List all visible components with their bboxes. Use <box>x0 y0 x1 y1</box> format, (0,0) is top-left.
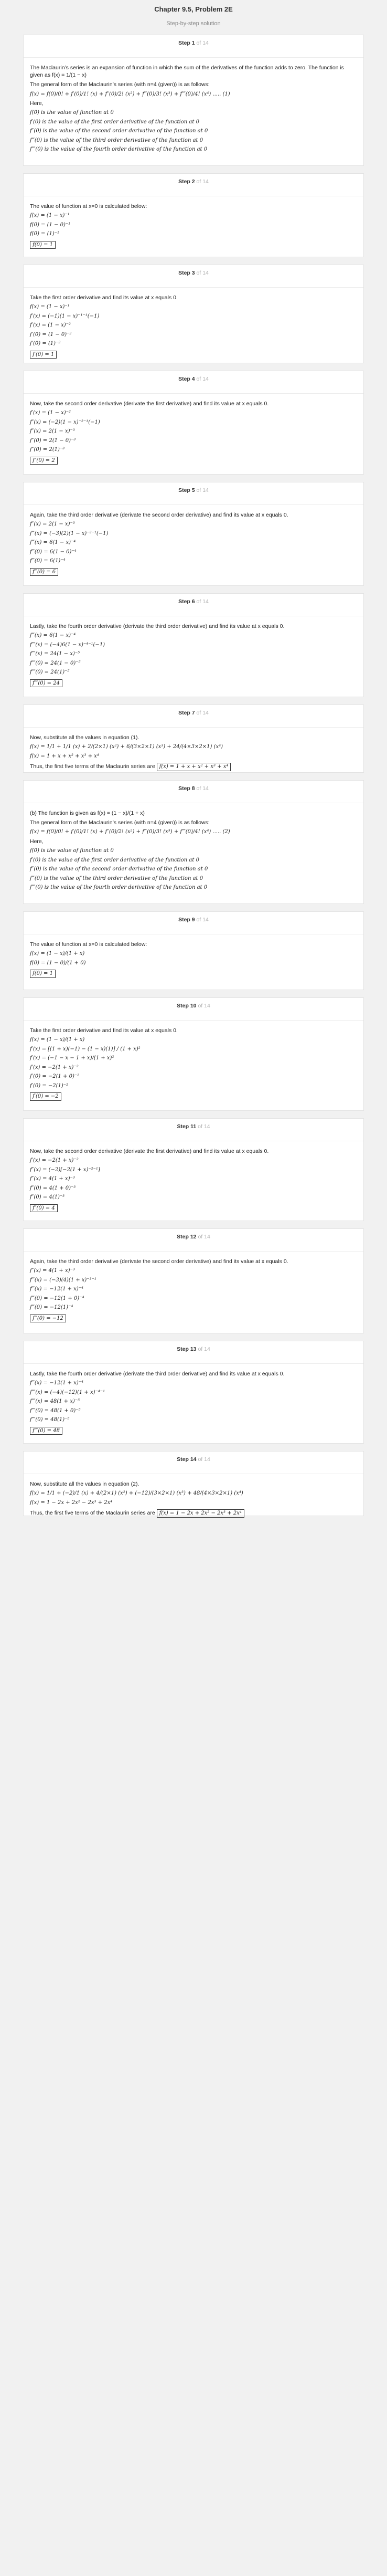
math-line: f′(0) = (1 − 0)⁻² <box>30 331 72 338</box>
page-header <box>23 0 364 35</box>
math-line: f‴(x) = 6(1 − x)⁻⁴ <box>30 540 76 546</box>
result-line <box>30 1313 357 1323</box>
step-count: of 14 <box>195 270 209 276</box>
boxed-series: f(x) = 1 − 2x + 2x² − 2x³ + 2x⁴ <box>157 1509 244 1518</box>
math-line: f‴(x) = −12(1 + x)⁻⁴ <box>30 1380 84 1386</box>
boxed-result: f‴(0) = 6 <box>30 568 58 576</box>
conclusion-text: Thus, the first five terms of the Maclaurin series are <box>30 763 157 770</box>
math-line: f′(0) is the value of the first order derivative of the function at 0 <box>30 119 199 125</box>
step-count: of 14 <box>196 1346 210 1352</box>
result-line <box>30 350 357 359</box>
result-line <box>30 567 357 576</box>
step-text: The general form of the Maclaurin’s series (with n=4 (given)) is as follows: <box>30 81 210 88</box>
step-label: Step 7 <box>178 710 195 716</box>
step-text: Here, <box>30 838 44 845</box>
step-heading <box>24 375 363 394</box>
step-count: of 14 <box>195 598 209 605</box>
math-line: f‴(0) = 6(1)⁻⁴ <box>30 558 66 564</box>
result-line <box>30 1426 357 1435</box>
step-text: Lastly, take the fourth order derivative (derivate the third order derivative) and find its value at x equals 0. <box>30 623 285 629</box>
math-line: f″(x) = 4(1 + x)⁻³ <box>30 1268 75 1274</box>
math-line: f(0) is the value of function at 0 <box>30 848 114 854</box>
math-line: f‴(x) = (−3)(4)(1 + x)⁻³⁻¹ <box>30 1277 96 1283</box>
math-line: f⁗(x) = 24(1 − x)⁻⁵ <box>30 651 80 657</box>
math-line: f‴(0) is the value of the third order derivative of the function at 0 <box>30 137 203 143</box>
math-line: f″(0) is the value of the second order derivative of the function at 0 <box>30 128 208 134</box>
boxed-result: f⁗(0) = 24 <box>30 679 62 688</box>
result-line <box>30 678 357 688</box>
math-line: f(x) = (1 − x)/(1 + x) <box>30 1037 85 1043</box>
math-line: f⁗(0) is the value of the fourth order derivative of the function at 0 <box>30 885 208 891</box>
boxed-result: f‴(0) = −12 <box>30 1315 66 1323</box>
step-heading <box>24 598 363 616</box>
step-text: The value of function at x=0 is calculated below: <box>30 203 147 209</box>
math-line: f⁗(x) = (−4)6(1 − x)⁻⁴⁻¹(−1) <box>30 642 105 648</box>
math-line: f″(0) = 2(1 − 0)⁻³ <box>30 437 76 444</box>
math-line: f′(x) = −2(1 + x)⁻² <box>30 1064 79 1070</box>
step-card <box>23 911 364 990</box>
math-line: f(x) = f(0)/0! + f′(0)/1! (x) + f″(0)/2! (x²) + f‴(0)/3! (x³) + f⁗(0)/4! (x⁴) ..... (2) <box>30 829 230 835</box>
step-heading <box>24 269 363 288</box>
step-count: of 14 <box>195 785 209 792</box>
step-label: Step 11 <box>177 1123 197 1130</box>
math-line: f⁗(x) = 48(1 + x)⁻⁵ <box>30 1399 80 1405</box>
step-heading <box>24 1002 363 1021</box>
step-label: Step 12 <box>177 1234 197 1240</box>
math-line: f(x) = (1 − x)/(1 + x) <box>30 951 85 957</box>
math-line: f⁗(0) = 24(1 − 0)⁻⁵ <box>30 660 81 666</box>
step-heading <box>24 1345 363 1364</box>
step-text: Now, take the second order derivative (derivate the first derivative) and find its value at x equals 0. <box>30 1148 269 1154</box>
math-line: f″(x) = 2(1 − x)⁻³ <box>30 521 75 528</box>
step-card <box>23 173 364 257</box>
conclusion-text: Thus, the first five terms of the Maclaurin series are <box>30 1510 157 1517</box>
math-line: f(x) = 1/1 + 1/1 (x) + 2/(2×1) (x²) + 6/(3×2×1) (x³) + 24/(4×3×2×1) (x⁴) <box>30 744 223 750</box>
math-line: f″(x) = 4(1 + x)⁻³ <box>30 1176 75 1182</box>
math-line: f′(x) = −2(1 + x)⁻² <box>30 1158 79 1164</box>
step-heading <box>24 916 363 934</box>
math-line: f(x) = f(0)/0! + f′(0)/1! (x) + f″(0)/2! (x²) + f‴(0)/3! (x³) + f⁗(0)/4! (x⁴) ..... (1) <box>30 91 230 97</box>
step-heading <box>24 785 363 803</box>
step-card <box>23 482 364 586</box>
step-card <box>23 371 364 475</box>
boxed-series: f(x) = 1 + x + x² + x³ + x⁴ <box>157 763 231 771</box>
math-line: f(0) is the value of function at 0 <box>30 110 114 116</box>
step-label: Step 4 <box>178 376 195 382</box>
step-card <box>23 1228 364 1333</box>
math-line: f⁗(0) = 48(1)⁻⁵ <box>30 1417 70 1423</box>
step-card <box>23 35 364 166</box>
step-heading <box>24 39 363 58</box>
math-line: f(0) = (1)⁻¹ <box>30 231 60 237</box>
math-line: f⁗(0) = 24(1)⁻⁵ <box>30 669 70 676</box>
step-label: Step 10 <box>177 1003 197 1009</box>
math-line: f′(0) is the value of the first order derivative of the function at 0 <box>30 857 199 863</box>
boxed-result: f(0) = 1 <box>30 970 56 978</box>
step-label: Step 5 <box>178 487 195 493</box>
step-count: of 14 <box>195 710 209 716</box>
math-line: f(x) = 1 + x + x² + x³ + x⁴ <box>30 753 99 759</box>
math-line: f′(x) = (1 − x)⁻² <box>30 410 71 416</box>
page-subtitle: Step-by-step solution <box>166 20 221 27</box>
step-text: Take the first order derivative and find its value at x equals 0. <box>30 295 178 301</box>
result-line <box>30 1091 357 1101</box>
step-text: Now, take the second order derivative (derivate the first derivative) and find its value at x equals 0. <box>30 401 269 407</box>
step-text: Again, take the third order derivative (derivate the second order derivative) and find its value at x equals 0. <box>30 512 288 518</box>
step-count: of 14 <box>195 376 209 382</box>
math-line: f(x) = (1 − x)⁻¹ <box>30 213 70 219</box>
step-text: Now, substitute all the values in equation (1). <box>30 734 139 741</box>
math-line: f‴(0) = 6(1 − 0)⁻⁴ <box>30 549 77 555</box>
step-card <box>23 1451 364 1516</box>
step-text: The value of function at x=0 is calculated below: <box>30 941 147 948</box>
step-card <box>23 1118 364 1221</box>
math-line: f‴(0) = −12(1 + 0)⁻⁴ <box>30 1295 84 1301</box>
math-line: f(0) = (1 − 0)/(1 + 0) <box>30 960 86 966</box>
boxed-result: f′(0) = −2 <box>30 1092 61 1101</box>
result-line <box>30 240 357 249</box>
step-card <box>23 265 364 363</box>
result-line <box>30 1203 357 1213</box>
boxed-result: f′(0) = 1 <box>30 351 57 359</box>
step-card <box>23 780 364 904</box>
boxed-result: f″(0) = 4 <box>30 1204 58 1213</box>
math-line: f″(0) = 2(1)⁻³ <box>30 447 65 453</box>
step-text: The general form of the Maclaurin’s series (with n=4 (given)) is as follows: <box>30 819 210 826</box>
step-label: Step 1 <box>178 40 195 46</box>
step-label: Step 2 <box>178 178 195 185</box>
math-line: f″(x) = (−2)(1 − x)⁻²⁻¹(−1) <box>30 419 100 425</box>
step-count: of 14 <box>195 178 209 185</box>
step-count: of 14 <box>196 1123 210 1130</box>
step-heading <box>24 709 363 728</box>
step-text: (b) The function is given as f(x) = (1 − x)/(1 + x) <box>30 810 145 816</box>
step-count: of 14 <box>196 1003 210 1009</box>
step-label: Step 13 <box>177 1346 197 1352</box>
step-heading <box>24 487 363 505</box>
step-text: Lastly, take the fourth order derivative (derivate the third order derivative) and find its value at x equals 0. <box>30 1371 285 1377</box>
steps-list <box>23 35 364 1516</box>
step-label: Step 14 <box>177 1456 197 1463</box>
step-count: of 14 <box>196 1234 210 1240</box>
math-line: f′(x) = [(1 + x)(−1) − (1 − x)(1)] / (1 + x)² <box>30 1046 141 1052</box>
step-heading <box>24 1456 363 1474</box>
step-count: of 14 <box>195 40 209 46</box>
math-line: f(0) = (1 − 0)⁻¹ <box>30 222 71 228</box>
step-heading <box>24 1233 363 1252</box>
step-count: of 14 <box>195 917 209 923</box>
result-line <box>30 456 357 465</box>
step-label: Step 6 <box>178 598 195 605</box>
step-label: Step 3 <box>178 270 195 276</box>
math-line: f‴(x) = (−3)(2)(1 − x)⁻³⁻¹(−1) <box>30 530 109 537</box>
math-line: f′(0) = −2(1)⁻² <box>30 1082 69 1089</box>
conclusion-line <box>30 762 357 771</box>
result-line <box>30 969 357 978</box>
math-line: f‴(0) is the value of the third order derivative of the function at 0 <box>30 875 203 881</box>
math-line: f″(x) = (−2)[−2(1 + x)⁻²⁻¹] <box>30 1166 100 1173</box>
math-line: f′(0) = (1)⁻² <box>30 341 61 347</box>
step-card <box>23 593 364 697</box>
math-line: f′(x) = (−1 − x − 1 + x)/(1 + x)² <box>30 1055 114 1061</box>
conclusion-line <box>30 1508 357 1518</box>
math-line: f″(0) = 4(1)⁻³ <box>30 1194 65 1201</box>
math-line: f‴(x) = −12(1 + x)⁻⁴ <box>30 1286 84 1292</box>
math-line: f‴(x) = 6(1 − x)⁻⁴ <box>30 633 76 639</box>
math-line: f⁗(0) = 48(1 + 0)⁻⁵ <box>30 1407 81 1414</box>
step-heading <box>24 1123 363 1141</box>
math-line: f⁗(0) is the value of the fourth order derivative of the function at 0 <box>30 146 208 153</box>
step-heading <box>24 178 363 196</box>
page-title: Chapter 9.5, Problem 2E <box>154 5 233 13</box>
math-line: f″(0) is the value of the second order derivative of the function at 0 <box>30 866 208 872</box>
step-card <box>23 1341 364 1444</box>
math-line: f″(0) = 4(1 + 0)⁻³ <box>30 1185 76 1191</box>
step-text: Take the first order derivative and find its value at x equals 0. <box>30 1027 178 1034</box>
step-label: Step 8 <box>178 785 195 792</box>
math-line: f″(x) = 2(1 − x)⁻³ <box>30 428 75 435</box>
step-card <box>23 705 364 773</box>
boxed-result: f(0) = 1 <box>30 241 56 249</box>
math-line: f(x) = 1 − 2x + 2x² − 2x³ + 2x⁴ <box>30 1499 113 1506</box>
step-text: Here, <box>30 100 44 107</box>
step-count: of 14 <box>195 487 209 493</box>
step-label: Step 9 <box>178 917 195 923</box>
math-line: f′(0) = −2(1 + 0)⁻² <box>30 1074 80 1080</box>
step-text: Now, substitute all the values in equation (2). <box>30 1481 139 1487</box>
step-text: Again, take the third order derivative (derivate the second order derivative) and find its value at x equals 0. <box>30 1258 288 1265</box>
math-line: f(x) = (1 − x)⁻¹ <box>30 304 70 310</box>
step-count: of 14 <box>196 1456 210 1463</box>
boxed-result: f⁗(0) = 48 <box>30 1427 62 1435</box>
math-line: f⁗(x) = (−4)(−12)(1 + x)⁻⁴⁻¹ <box>30 1389 105 1395</box>
step-card <box>23 997 364 1111</box>
math-line: f(x) = 1/1 + (−2)/1 (x) + 4/(2×1) (x²) + (−12)/(3×2×1) (x³) + 48/(4×3×2×1) (x⁴) <box>30 1490 243 1497</box>
math-line: f′(x) = (−1)(1 − x)⁻¹⁻¹(−1) <box>30 313 100 319</box>
math-line: f‴(0) = −12(1)⁻⁴ <box>30 1305 73 1311</box>
step-text: The Maclaurin’s series is an expansion of function in which the sum of the derivatives of the function adds to zero. The function is given as f(x) = 1/(1 − x) <box>30 65 345 79</box>
boxed-result: f″(0) = 2 <box>30 457 58 465</box>
math-line: f′(x) = (1 − x)⁻² <box>30 322 71 329</box>
